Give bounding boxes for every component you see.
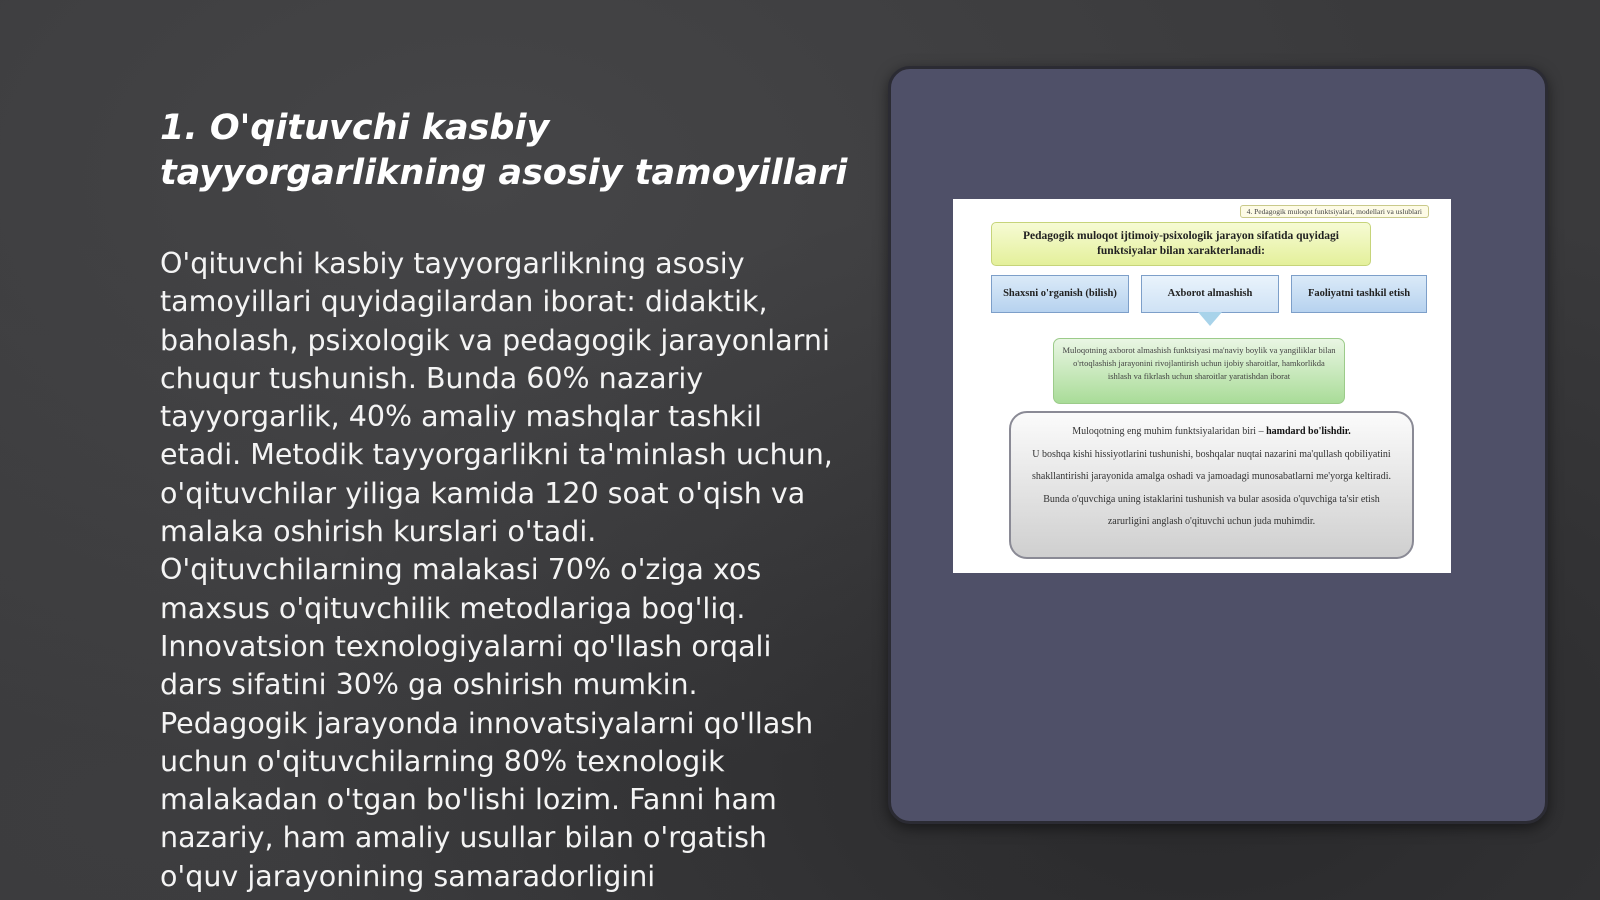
diagram-main-emphasis: hamdard bo'lishdir. [1266, 426, 1351, 437]
diagram-info-box: Muloqotning axborot almashish funktsiyasi ma'naviy boylik va yangiliklar bilan o'rtoqlashish jarayonini rivojlantirish uchun ijobiy sharoitlar, hamkorlikda ishlash va fikrlash uchun sharoitlar yaratishdan iborat [1053, 338, 1345, 404]
diagram-main-para2: Bunda o'quvchiga uning istaklarini tushunish va bular asosida o'quvchiga ta'sir etish zarurligini anglash o'qituvchi uchun juda muhimdir. [1043, 493, 1380, 527]
diagram-main-line1 [1023, 421, 1400, 444]
diagram-box-information: Axborot almashish [1141, 275, 1279, 313]
diagram-main-box [1009, 411, 1414, 559]
down-arrow-icon [1198, 312, 1222, 326]
diagram-box-organizing: Faoliyatni tashkil etish [1291, 275, 1427, 313]
diagram-main-lead: Muloqotning eng muhim funktsiyalaridan biri – [1072, 426, 1264, 437]
diagram-tag: 4. Pedagogik muloqot funktsiyalari, modellari va uslublari [1240, 205, 1429, 218]
slide-body-text: O'qituvchi kasbiy tayyorgarlikning asosiy tamoyillari quyidagilardan iborat: didaktik, baholash, psixologik va pedagogik jarayonlarni chuqur tushunish. Bunda 60% nazariy tayyorgarlik, 40% amaliy mashqlar tashkil etadi. Metodik tayyorgarlikni ta'minlash uchun, o'qituvchilar yiliga kamida 120 soat o'qish va malaka oshirish kurslari o'tadi. O'qituvchilarning malakasi 70% o'ziga xos maxsus o'qituvchilik metodlariga bog'liq. Innovatsion texnologiyalarni qo'llash orqali dars sifatini 30% ga oshirish mumkin. Pedagogik jarayonda innovatsiyalarni qo'llash uchun o'qituvchilarning 80% texnologik malakadan o'tgan bo'lishi lozim. Fanni ham nazariy, ham amaliy usullar bilan o'rgatish o'quv jarayonining samaradorligini [160, 247, 833, 893]
diagram-box-knowing: Shaxsni o'rganish (bilish) [991, 275, 1129, 313]
diagram-heading: Pedagogik muloqot ijtimoiy-psixologik jarayon sifatida quyidagi funktsiyalar bilan xarakterlanadi: [991, 222, 1371, 266]
slide-title: 1. O'qituvchi kasbiy tayyorgarlikning asosiy tamoyillari [160, 108, 848, 193]
diagram-image [953, 199, 1451, 573]
diagram-main-para1: U boshqa kishi hissiyotlarini tushunishi, boshqalar nuqtai nazarini ma'qullash qobiliyatini shakllantirishi jarayonida amalga oshadi va jamoadagi munosabatlarni me'yorga keltiradi. [1031, 448, 1391, 482]
image-frame [888, 66, 1548, 824]
